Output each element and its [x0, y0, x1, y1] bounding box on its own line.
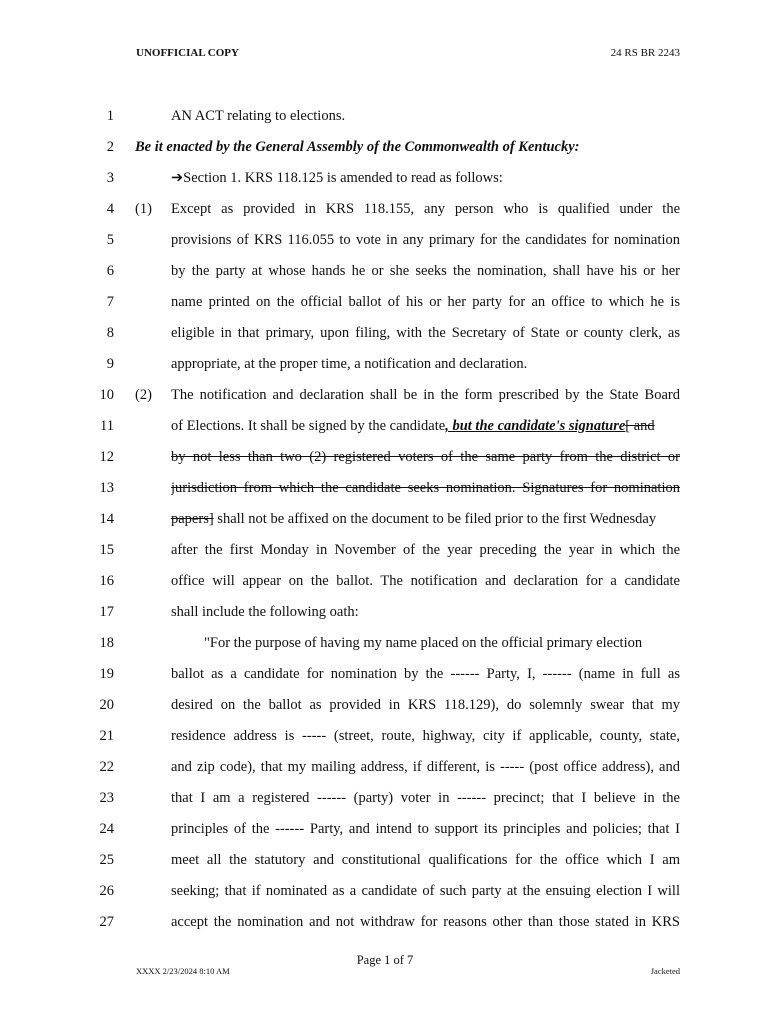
deleted-text: papers] — [171, 511, 214, 527]
line-text — [171, 415, 680, 437]
oath-line: seeking; that if nominated as a candidate of such party at the ensuing election I will — [171, 883, 680, 899]
subsection-marker: (2) — [135, 387, 152, 403]
line-number: 24 — [99, 821, 114, 837]
line-text: after the first Monday in November of the year preceding the year in which the — [171, 542, 680, 558]
line-number: 18 — [99, 635, 114, 651]
line-text: provisions of KRS 116.055 to vote in any primary for the candidates for nomination — [171, 232, 680, 248]
footer-timestamp: XXXX 2/23/2024 8:10 AM — [136, 966, 230, 976]
line-number: 12 — [99, 449, 114, 465]
line-text: appropriate, at the proper time, a notification and declaration. — [171, 356, 528, 372]
line-21 — [0, 725, 770, 747]
line-number: 1 — [106, 108, 114, 124]
line-11 — [0, 415, 770, 437]
line-25 — [0, 849, 770, 871]
line-1 — [0, 105, 770, 127]
line-number: 17 — [99, 604, 114, 620]
oath-line: meet all the statutory and constitutional qualifications for the office which I am — [171, 852, 680, 868]
line-number: 15 — [99, 542, 114, 558]
oath-line: principles of the ------ Party, and intend to support its principles and policies; that I — [171, 821, 680, 837]
line-13 — [0, 477, 770, 499]
line-22 — [0, 756, 770, 778]
line-number: 16 — [99, 573, 114, 589]
line-6 — [0, 260, 770, 282]
line-19 — [0, 663, 770, 685]
line-text — [171, 508, 680, 530]
line-number: 20 — [99, 697, 114, 713]
line-number: 23 — [99, 790, 114, 806]
line-10 — [0, 384, 770, 406]
line-text: by the party at whose hands he or she seeks the nomination, shall have his or her — [171, 263, 680, 279]
enacting-clause: Be it enacted by the General Assembly of the Commonwealth of Kentucky: — [135, 139, 580, 155]
plain-text: shall not be affixed on the document to be filed prior to the first Wednesday — [213, 511, 657, 527]
line-number: 21 — [99, 728, 114, 744]
line-3 — [0, 167, 770, 189]
line-text: eligible in that primary, upon filing, with the Secretary of State or county clerk, as — [171, 325, 680, 341]
section-heading-text: Section 1. KRS 118.125 is amended to read as follows: — [183, 170, 503, 186]
header-unofficial-copy: UNOFFICIAL COPY — [136, 47, 239, 59]
line-24 — [0, 818, 770, 840]
line-number: 19 — [99, 666, 114, 682]
arrow-right-icon: ➔ — [171, 170, 184, 186]
line-number: 26 — [99, 883, 114, 899]
act-title: AN ACT relating to elections. — [171, 108, 346, 124]
plain-text: of Elections. It shall be signed by the candidate — [171, 418, 446, 434]
line-12 — [0, 446, 770, 468]
line-number: 11 — [100, 418, 114, 434]
line-27 — [0, 911, 770, 933]
line-number: 3 — [106, 170, 114, 186]
line-26 — [0, 880, 770, 902]
line-text: Except as provided in KRS 118.155, any person who is qualified under the — [171, 201, 680, 217]
line-number: 27 — [99, 914, 114, 930]
line-20 — [0, 694, 770, 716]
line-number: 13 — [99, 480, 114, 496]
line-14 — [0, 508, 770, 530]
line-17 — [0, 601, 770, 623]
line-text: The notification and declaration shall be in the form prescribed by the State Board — [171, 387, 680, 403]
line-number: 10 — [99, 387, 114, 403]
line-number: 4 — [106, 201, 114, 217]
line-9 — [0, 353, 770, 375]
line-15 — [0, 539, 770, 561]
line-5 — [0, 229, 770, 251]
line-2 — [0, 136, 770, 158]
header-bill-request-number: 24 RS BR 2243 — [610, 47, 680, 59]
line-4 — [0, 198, 770, 220]
deleted-text: by not less than two (2) registered voters of the same party from the district or — [171, 449, 680, 465]
subsection-marker: (1) — [135, 201, 152, 217]
line-number: 25 — [99, 852, 114, 868]
oath-line: and zip code), that my mailing address, if different, is ----- (post office address), and — [171, 759, 680, 775]
oath-line: that I am a registered ------ (party) voter in ------ precinct; that I believe in the — [171, 790, 680, 806]
line-number: 14 — [99, 511, 114, 527]
line-7 — [0, 291, 770, 313]
line-18 — [0, 632, 770, 654]
inserted-text: , but the candidate's signature — [445, 418, 626, 434]
line-number: 9 — [106, 356, 114, 372]
line-8 — [0, 322, 770, 344]
oath-line: accept the nomination and not withdraw for reasons other than those stated in KRS — [171, 914, 680, 930]
line-number: 2 — [106, 139, 114, 155]
line-number: 6 — [106, 263, 114, 279]
line-text: office will appear on the ballot. The notification and declaration for a candidate — [171, 573, 680, 589]
deleted-text: jurisdiction from which the candidate seeks nomination. Signatures for nomination — [171, 480, 680, 496]
section-heading — [171, 167, 680, 189]
line-number: 8 — [106, 325, 114, 341]
deleted-text: [ and — [625, 418, 655, 434]
line-text: name printed on the official ballot of his or her party for an office to which he is — [171, 294, 680, 310]
oath-line: desired on the ballot as provided in KRS 118.129), do solemnly swear that my — [171, 697, 680, 713]
oath-line: residence address is ----- (street, route, highway, city if applicable, county, state, — [171, 728, 680, 744]
line-number: 7 — [106, 294, 114, 310]
oath-line: ballot as a candidate for nomination by the ------ Party, I, ------ (name in full as — [171, 666, 680, 682]
footer-status: Jacketed — [650, 966, 680, 976]
line-number: 22 — [99, 759, 114, 775]
line-23 — [0, 787, 770, 809]
page-number: Page 1 of 7 — [356, 953, 414, 967]
line-number: 5 — [106, 232, 114, 248]
line-text: shall include the following oath: — [171, 604, 359, 620]
line-16 — [0, 570, 770, 592]
oath-line: "For the purpose of having my name placed on the official primary election — [204, 635, 643, 651]
